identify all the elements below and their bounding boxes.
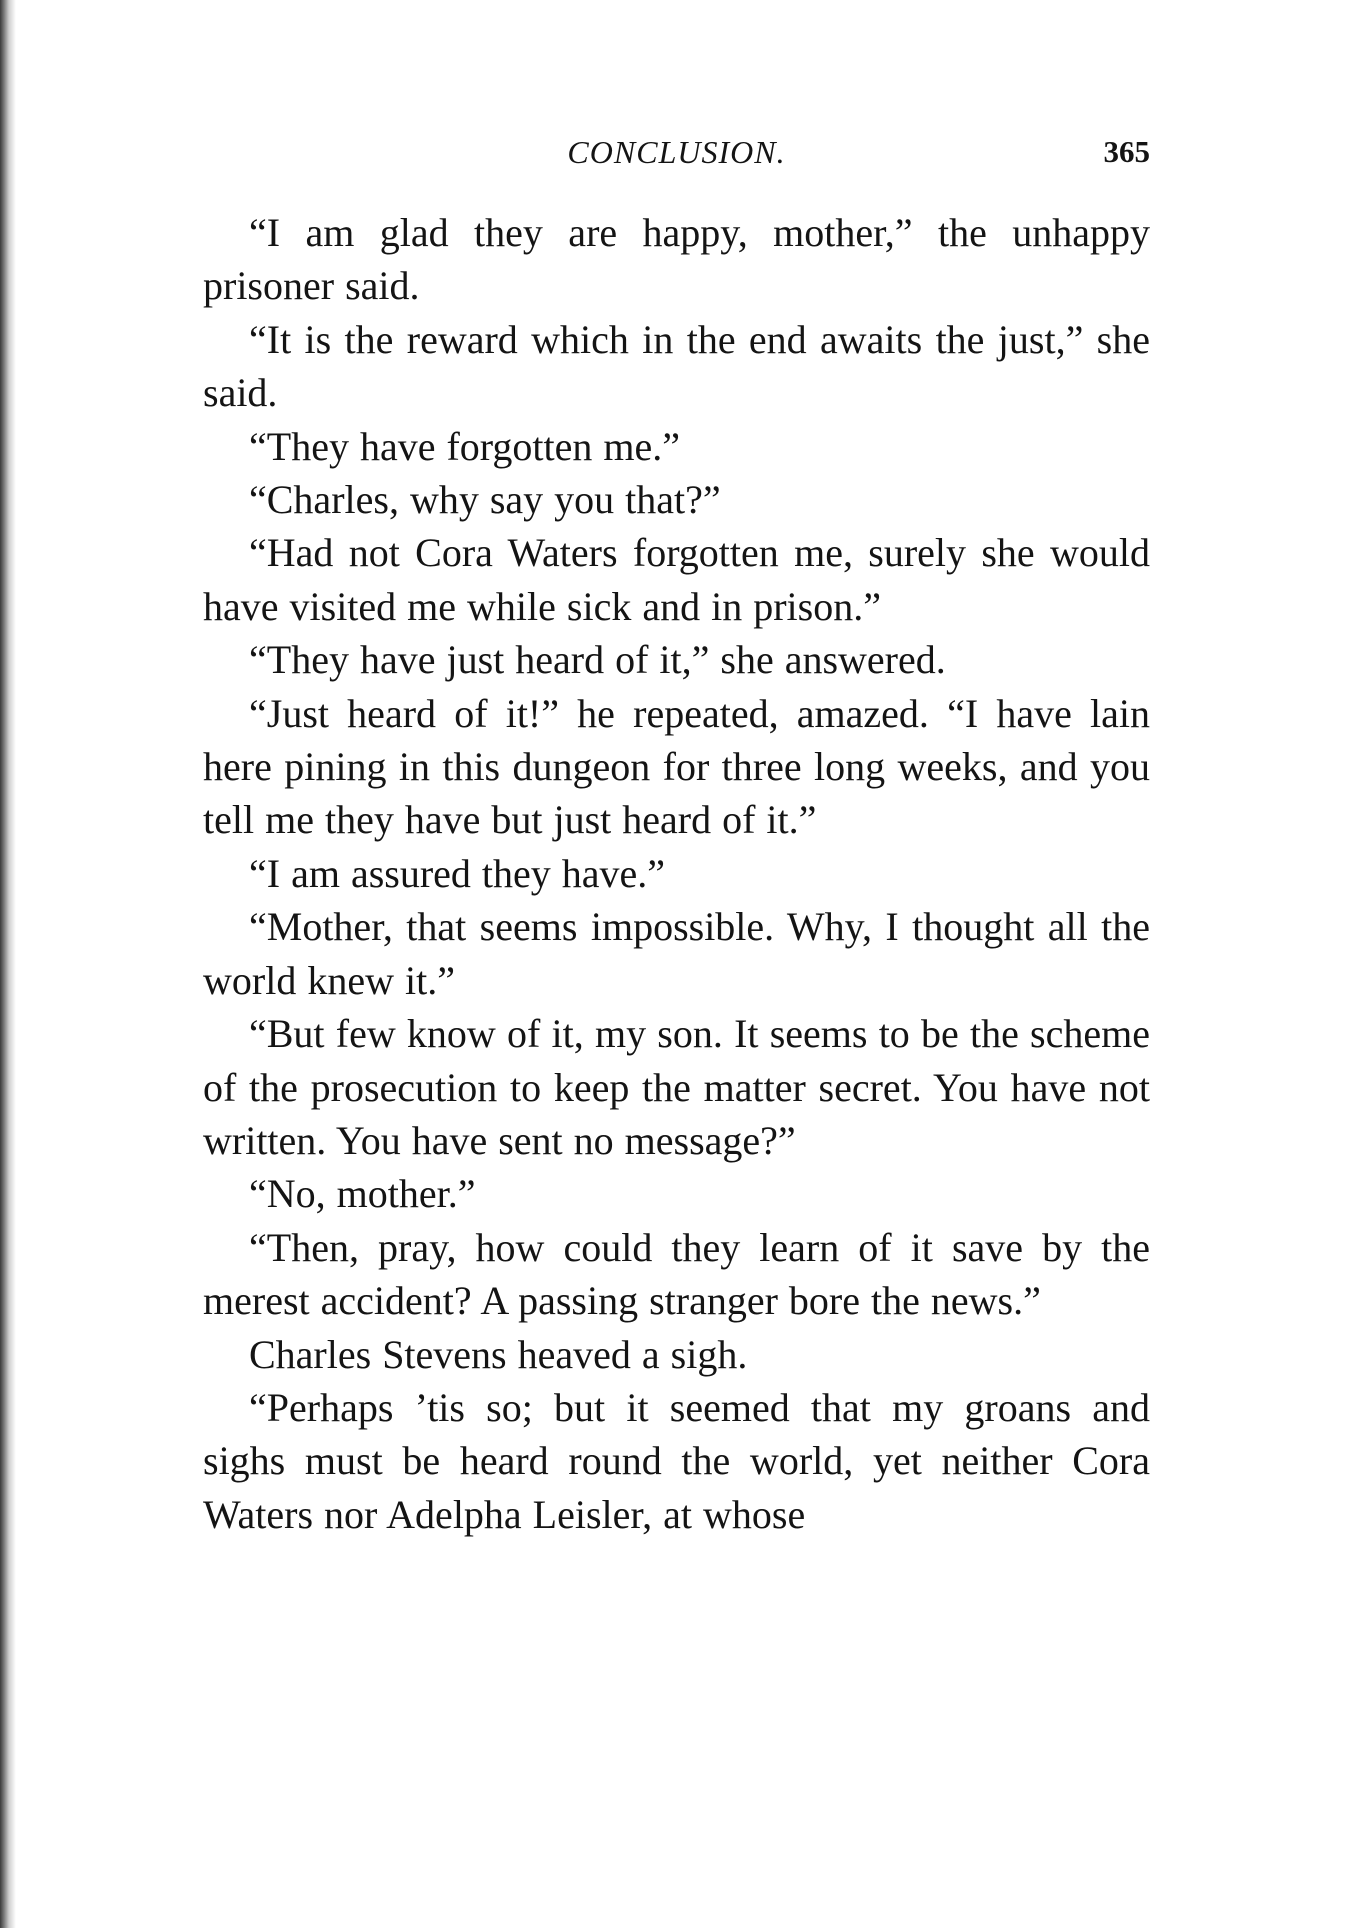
paragraph: “I am assured they have.” <box>249 850 666 896</box>
body-text <box>203 206 1150 1541</box>
paragraph: Charles Stevens heaved a sigh. <box>249 1331 748 1377</box>
paragraph: “They have forgotten me.” <box>249 423 680 469</box>
paragraph: “Perhaps ’tis so; but it seemed that my groans and sighs must be heard round the world, yet neither Cora Waters nor Adelpha Leisler, at whose <box>203 1384 1150 1537</box>
paragraph: “They have just heard of it,” she answered. <box>249 637 946 683</box>
paragraph: “But few know of it, my son. It seems to be the scheme of the prosecution to keep the matter secret. You have not written. You have sent no message?” <box>203 1011 1150 1163</box>
paragraph: “Just heard of it!” he repeated, amazed. “I have lain here pining in this dungeon for three long weeks, and you tell me they have but just heard of it.” <box>203 690 1150 843</box>
paragraph: “No, mother.” <box>249 1171 476 1217</box>
paragraph: “It is the reward which in the end awaits the just,” she said. <box>203 316 1150 416</box>
page-number: 365 <box>1103 134 1150 169</box>
paragraph: “I am glad they are happy, mother,” the unhappy prisoner said. <box>203 210 1150 309</box>
book-page <box>203 128 1150 1541</box>
paragraph: “Mother, that seems impossible. Why, I thought all the world knew it.” <box>203 904 1150 1003</box>
paragraph: “Had not Cora Waters forgotten me, surely she would have visited me while sick and in prison.” <box>203 530 1150 629</box>
chapter-title: CONCLUSION. <box>567 134 786 170</box>
paragraph: “Then, pray, how could they learn of it save by the merest accident? A passing stranger bore the news.” <box>203 1224 1150 1324</box>
running-head <box>203 128 1150 186</box>
page-binding-edge <box>0 0 16 1928</box>
paragraph: “Charles, why say you that?” <box>249 477 721 523</box>
